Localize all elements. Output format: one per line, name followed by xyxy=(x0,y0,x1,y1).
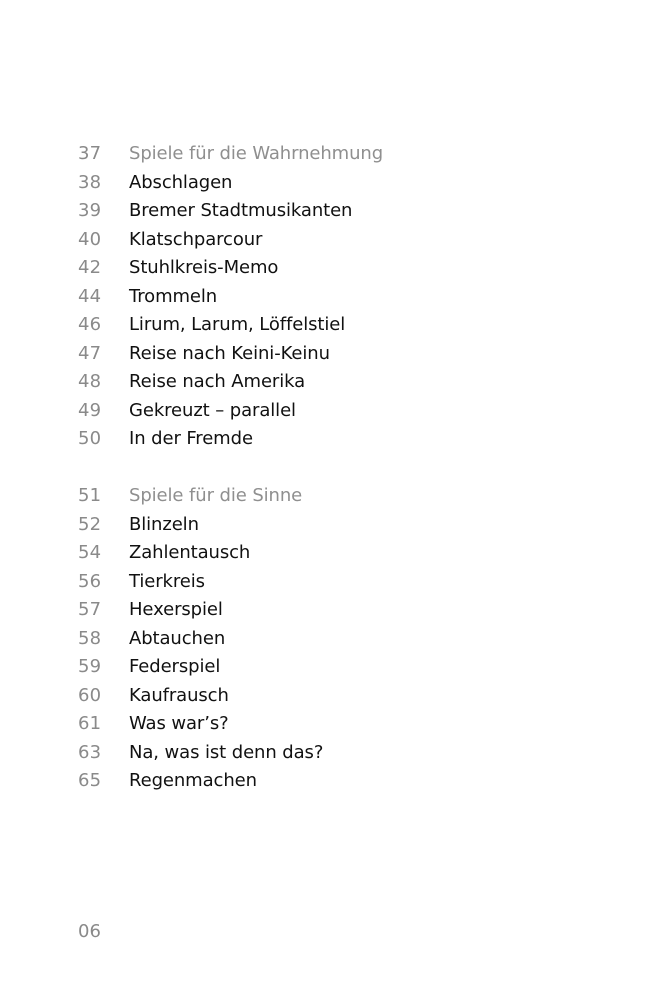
entry-title: Gekreuzt – parallel xyxy=(129,399,296,421)
toc-entry[interactable] xyxy=(78,625,558,654)
page-ref: 57 xyxy=(78,599,102,620)
page-ref: 65 xyxy=(78,770,102,791)
entry-title: Abtauchen xyxy=(129,627,226,649)
toc-entry[interactable] xyxy=(78,682,558,711)
toc-entry[interactable] xyxy=(78,739,558,768)
page-ref: 52 xyxy=(78,513,102,535)
entry-title: Lirum, Larum, Löffelstiel xyxy=(129,314,346,335)
toc-entry[interactable] xyxy=(78,283,558,312)
page-ref: 58 xyxy=(78,627,102,649)
toc-entry[interactable] xyxy=(78,340,558,369)
toc-entry[interactable] xyxy=(78,226,558,255)
toc-entry[interactable] xyxy=(78,710,558,739)
page-ref: 48 xyxy=(78,371,102,392)
page-ref: 50 xyxy=(78,428,102,449)
toc-entry[interactable] xyxy=(78,397,558,426)
entry-title: Na, was ist denn das? xyxy=(129,741,324,763)
page-ref: 59 xyxy=(78,656,102,677)
entry-title: Abschlagen xyxy=(129,171,233,193)
entry-title: Kaufrausch xyxy=(129,684,229,706)
entry-title: Zahlentausch xyxy=(129,542,251,563)
toc-entry[interactable] xyxy=(78,197,558,226)
entry-title: Regenmachen xyxy=(129,770,257,791)
entry-title: Reise nach Keini-Keinu xyxy=(129,342,330,364)
toc-entry[interactable] xyxy=(78,596,558,625)
toc-entry[interactable] xyxy=(78,425,558,454)
toc-entry[interactable] xyxy=(78,568,558,597)
entry-title: Stuhlkreis-Memo xyxy=(129,257,279,278)
page-ref: 39 xyxy=(78,200,102,221)
page-ref: 60 xyxy=(78,684,102,706)
entry-title: Hexerspiel xyxy=(129,599,223,620)
entry-title: Was war’s? xyxy=(129,713,229,734)
toc-entry[interactable] xyxy=(78,539,558,568)
page-ref: 47 xyxy=(78,342,102,364)
page-ref: 44 xyxy=(78,285,102,307)
section-title: Spiele für die Wahrnehmung xyxy=(129,143,384,164)
page-ref: 56 xyxy=(78,570,102,592)
toc-entry[interactable] xyxy=(78,511,558,540)
toc-section-wahrnehmung xyxy=(78,140,558,454)
page-number: 06 xyxy=(78,921,101,942)
toc-entry[interactable] xyxy=(78,311,558,340)
toc-entry[interactable] xyxy=(78,767,558,796)
page-ref: 40 xyxy=(78,228,102,250)
toc-section-heading[interactable] xyxy=(78,140,558,169)
entry-title: In der Fremde xyxy=(129,428,253,449)
entry-title: Klatschparcour xyxy=(129,228,263,250)
entry-title: Blinzeln xyxy=(129,513,199,535)
table-of-contents xyxy=(78,140,558,796)
toc-entry[interactable] xyxy=(78,169,558,198)
page-ref: 51 xyxy=(78,485,102,506)
toc-entry[interactable] xyxy=(78,254,558,283)
page-ref: 38 xyxy=(78,171,102,193)
entry-title: Reise nach Amerika xyxy=(129,371,306,392)
page-ref: 49 xyxy=(78,399,102,421)
toc-section-heading[interactable] xyxy=(78,482,558,511)
page-ref: 63 xyxy=(78,741,102,763)
entry-title: Tierkreis xyxy=(129,570,205,592)
page-ref: 37 xyxy=(78,143,102,164)
entry-title: Federspiel xyxy=(129,656,221,677)
page-ref: 42 xyxy=(78,257,102,278)
entry-title: Bremer Stadtmusikanten xyxy=(129,200,353,221)
toc-entry[interactable] xyxy=(78,368,558,397)
page-ref: 46 xyxy=(78,314,102,335)
section-title: Spiele für die Sinne xyxy=(129,485,303,506)
toc-entry[interactable] xyxy=(78,653,558,682)
toc-section-sinne xyxy=(78,482,558,796)
entry-title: Trommeln xyxy=(129,285,218,307)
page-ref: 54 xyxy=(78,542,102,563)
page-ref: 61 xyxy=(78,713,102,734)
